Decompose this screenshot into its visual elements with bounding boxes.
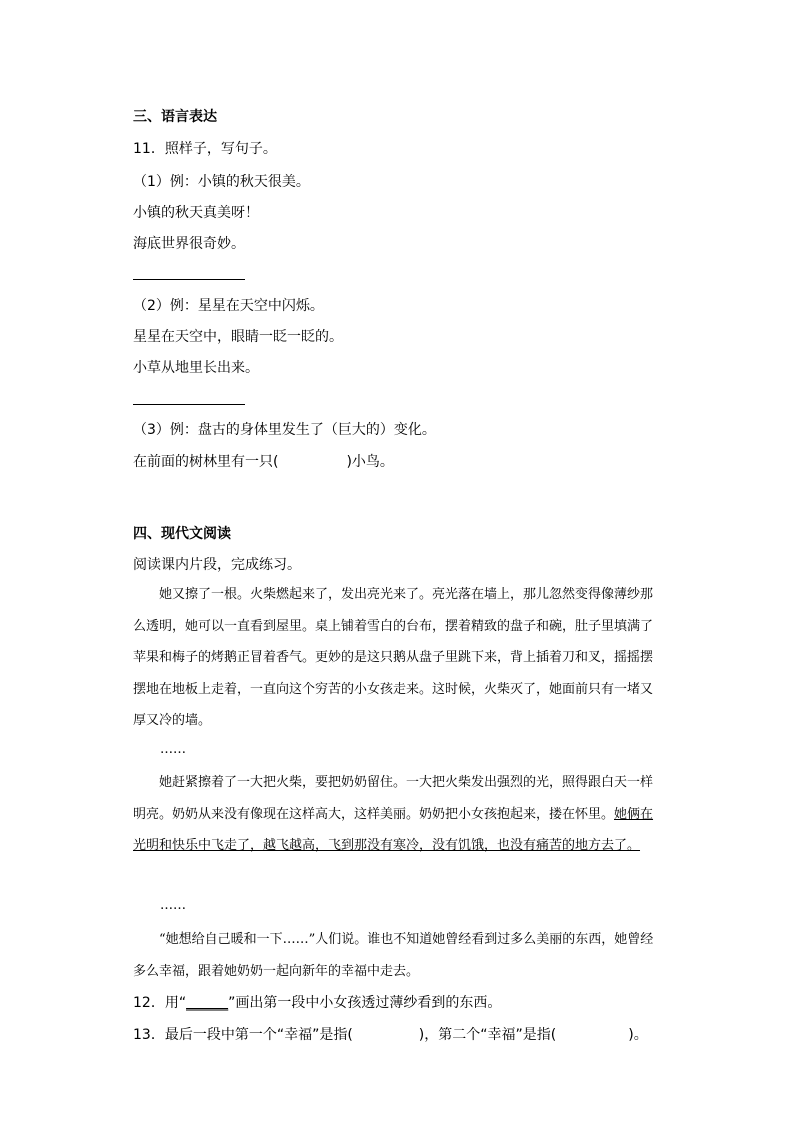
question-12-blank: ______ [186, 995, 229, 1011]
passage-paragraph-2 [133, 767, 663, 862]
example-3-task-post: )小鸟。 [346, 454, 394, 470]
example-2-task: 小草从地里长出来。 [133, 360, 259, 376]
question-13-mid: )，第二个“幸福”是指( [418, 1027, 557, 1043]
question-11: 11．照样子，写句子。 [133, 141, 277, 157]
section-heading-4: 四、现代文阅读 [133, 526, 231, 542]
passage-paragraph-1: 她又擦了一根。火柴燃起来了，发出亮光来了。亮光落在墙上，那儿忽然变得像薄纱那么透明，她可以一直看到屋里。桌上铺着雪白的台布，摆着精致的盘子和碗，肚子里填满了苹果和梅子的烤鹅正冒着香气。更妙的是这只鹅从盘子里跳下来，背上插着刀和叉，摇摇摆摆地在地板上走着，一直向这个穷苦的小女孩走来。这时候，火柴灭了，她面前只有一堵又厚又冷的墙。 [133, 587, 654, 729]
paragraph-2-text: 她赶紧擦着了一大把火柴，要把奶奶留住。一大把火柴发出强烈的光，照得跟白天一样明亮。奶奶从来没有像现在这样高大，这样美丽。奶奶把小女孩抱起来，搂在怀里。 [133, 775, 654, 822]
answer-blank-2[interactable] [133, 404, 245, 405]
ellipsis-2: …… [160, 898, 186, 913]
example-1-label: （1）例：小镇的秋天很美。 [133, 174, 310, 190]
example-2-label: （2）例：星星在天空中闪烁。 [133, 298, 324, 314]
passage-paragraph-3: “她想给自己暖和一下……”人们说。谁也不知道她曾经看到过多么美丽的东西，她曾经多么幸福，跟着她奶奶一起向新年的幸福中走去。 [133, 932, 654, 979]
example-3-label: （3）例：盘古的身体里发生了（巨大的）变化。 [133, 422, 436, 438]
question-12-post: ”画出第一段中小女孩透过薄纱看到的东西。 [228, 995, 502, 1011]
question-12-pre: 12．用“ [133, 995, 187, 1011]
question-13 [133, 1025, 648, 1045]
question-13-pre: 13．最后一段中第一个“幸福”是指( [133, 1027, 353, 1043]
question-12 [133, 993, 501, 1013]
example-3-task-pre: 在前面的树林里有一只( [133, 454, 279, 470]
question-13-post: )。 [628, 1027, 648, 1043]
example-1-task: 海底世界很奇妙。 [133, 236, 245, 252]
reading-instruction: 阅读课内片段，完成练习。 [133, 557, 301, 573]
example-2-answer: 星星在天空中，眼睛一眨一眨的。 [133, 329, 343, 345]
example-1-answer: 小镇的秋天真美呀！ [133, 205, 259, 221]
ellipsis-1: …… [160, 742, 186, 757]
answer-blank-1[interactable] [133, 279, 245, 280]
example-3-task [133, 452, 394, 472]
section-heading-3: 三、语言表达 [133, 109, 217, 125]
paragraph-2-underlined: 她俩在光明和快乐中飞走了，越飞越高，飞到那没有寒冷，没有饥饿，也没有痛苦的地方去了。 [133, 806, 654, 854]
